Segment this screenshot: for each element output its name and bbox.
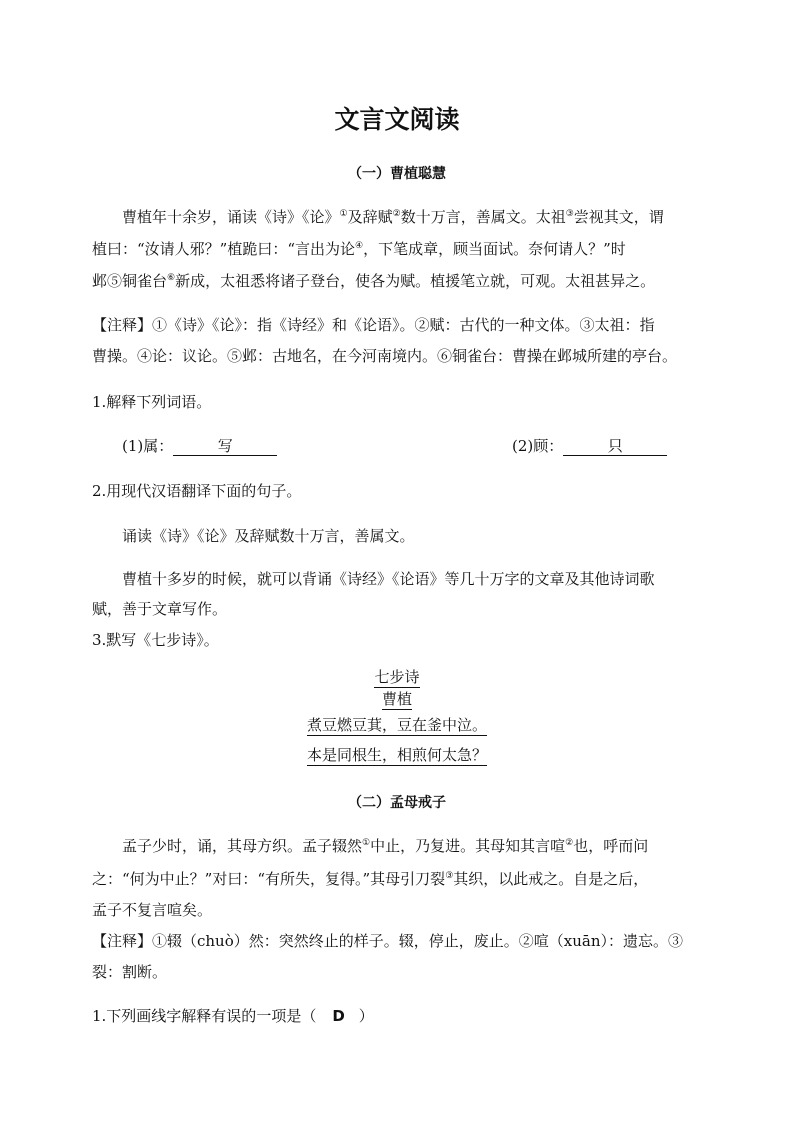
poem-author: 曹植 <box>381 690 412 708</box>
q1a: (1)属： 写 <box>122 436 277 456</box>
passage2-line: 孟子不复言喧矣。 <box>92 901 213 919</box>
question-1-3: 3.默写《七步诗》。 <box>92 631 219 649</box>
question-1-2: 2.用现代汉语翻译下面的句子。 <box>92 482 302 500</box>
q2-sentence: 诵读《诗》《论》及辞赋数十万言，善属文。 <box>122 527 415 545</box>
passage2-line: 孟子少时，诵，其母方织。孟子辍然①中止，乃复进。其母知其言喧②也，呼而问 <box>122 837 649 855</box>
section1-heading: （一）曹植聪慧 <box>348 166 446 182</box>
page-title: 文言文阅读 <box>334 105 460 134</box>
poem-line: 本是同根生，相煎何太急？ <box>306 746 487 764</box>
section2-heading: （二）孟母戒子 <box>348 795 446 811</box>
notes2-line: 裂：割断。 <box>92 963 168 981</box>
q1b: (2)顾： 只 <box>512 436 667 456</box>
answer-choice: D <box>332 1007 345 1025</box>
passage1-line: 曹植年十余岁，诵读《诗》《论》①及辞赋②数十万言，善属文。太祖③尝视其文，谓 <box>122 208 664 226</box>
poem-line: 煮豆燃豆萁，豆在釜中泣。 <box>306 716 487 734</box>
q2-answer-line: 赋，善于文章写作。 <box>92 600 228 618</box>
notes1-line: 【注释】①《诗》《论》：指《诗经》和《论语》。②赋：古代的一种文体。③太祖：指 <box>92 316 655 334</box>
passage1-line: 植曰：“汝请人邪？”植跪曰：“言出为论④，下笔成章，顾当面试。奈何请人？”时 <box>92 240 626 258</box>
question-1-1: 1.解释下列词语。 <box>92 393 212 411</box>
question-2-1: 1.下列画线字解释有误的一项是（ D ） <box>92 1007 374 1025</box>
poem-title: 七步诗 <box>374 668 420 686</box>
answer-blank: 只 <box>563 437 667 456</box>
notes2-line: 【注释】①辍（chuò）然：突然终止的样子。辍，停止，废止。②喧（xuān）：遗忘。③ <box>92 932 683 950</box>
notes1-line: 曹操。④论：议论。⑤邺：古地名，在今河南境内。⑥铜雀台：曹操在邺城所建的亭台。 <box>92 347 678 365</box>
answer-blank: 写 <box>173 437 277 456</box>
passage2-line: 之：“何为中止？”对曰：“有所失，复得。”其母引刀裂③其织，以此戒之。自是之后， <box>92 870 649 888</box>
q2-answer-line: 曹植十多岁的时候，就可以背诵《诗经》《论语》等几十万字的文章及其他诗词歌 <box>122 570 655 588</box>
passage1-line: 邺⑤铜雀台⑥新成，太祖悉将诸子登台，使各为赋。植援笔立就，可观。太祖甚异之。 <box>92 272 656 290</box>
